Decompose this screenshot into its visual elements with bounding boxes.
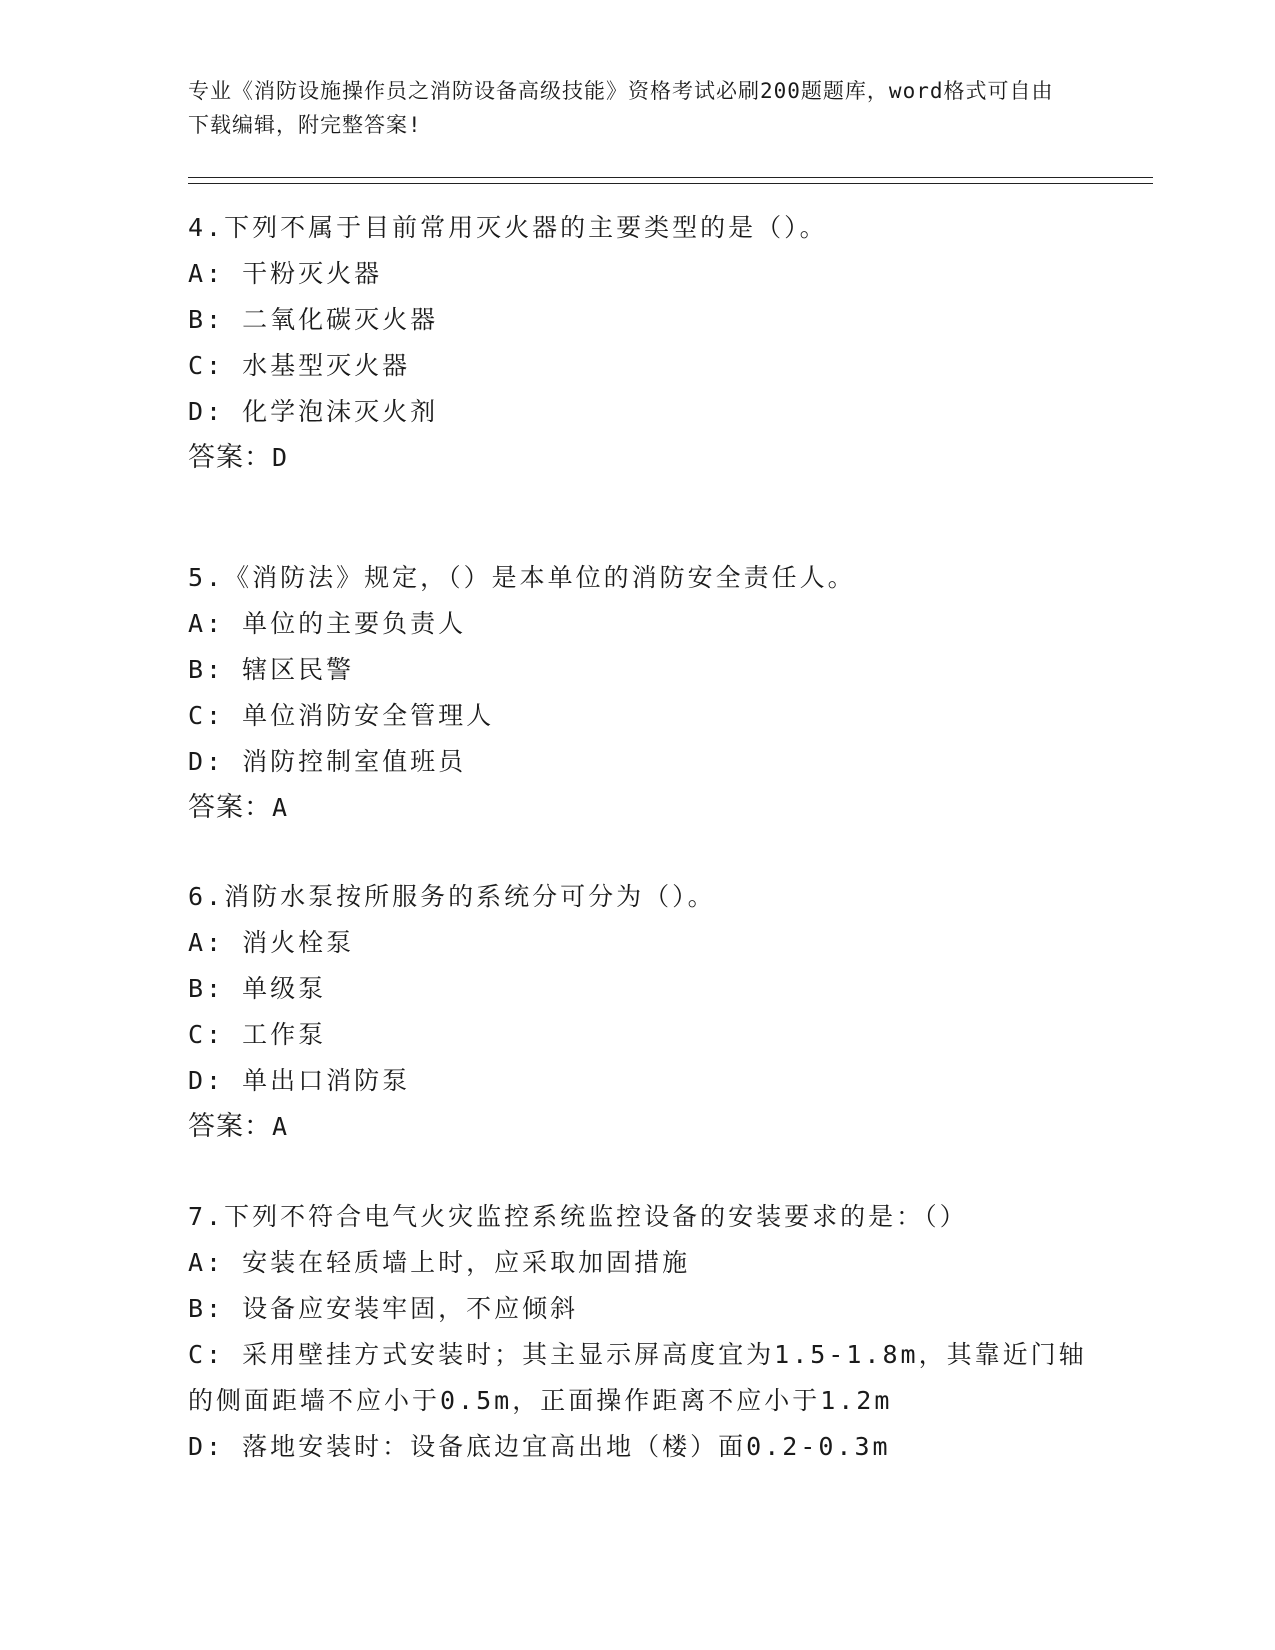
option-b: B: 单级泵 [188, 974, 327, 1003]
question-5 [188, 555, 1108, 831]
option-c: C: 水基型灭火器 [188, 351, 411, 380]
answer-label: 答案： [188, 1111, 272, 1142]
option-a: A: 干粉灭火器 [188, 259, 383, 288]
answer-label: 答案： [188, 442, 272, 473]
question-stem: 7.下列不符合电气火灾监控系统监控设备的安装要求的是：（） [188, 1202, 968, 1231]
option-c: C: 单位消防安全管理人 [188, 701, 495, 730]
header-divider-bottom [188, 183, 1153, 184]
option-b: B: 二氧化碳灭火器 [188, 305, 439, 334]
question-stem: 4.下列不属于目前常用灭火器的主要类型的是（）。 [188, 213, 828, 242]
answer-line [188, 1104, 1108, 1150]
answer-line [188, 785, 1108, 831]
option-b: B: 辖区民警 [188, 655, 355, 684]
option-d: D: 落地安装时：设备底边宜高出地（楼）面0.2-0.3m [188, 1432, 891, 1461]
option-d: D: 单出口消防泵 [188, 1066, 411, 1095]
option-b: B: 设备应安装牢固，不应倾斜 [188, 1294, 579, 1323]
option-a: A: 单位的主要负责人 [188, 609, 467, 638]
answer-value: A [272, 793, 289, 822]
question-stem: 5.《消防法》规定，（）是本单位的消防安全责任人。 [188, 563, 856, 592]
question-4 [188, 205, 1108, 481]
question-6 [188, 874, 1108, 1150]
header-divider-top [188, 177, 1153, 178]
option-d: D: 化学泡沫灭火剂 [188, 397, 439, 426]
question-stem: 6.消防水泵按所服务的系统分可分为（）。 [188, 882, 716, 911]
question-7 [188, 1194, 1108, 1470]
answer-label: 答案： [188, 792, 272, 823]
option-a: A: 消火栓泵 [188, 928, 355, 957]
option-a: A: 安装在轻质墙上时，应采取加固措施 [188, 1248, 691, 1277]
answer-value: A [272, 1112, 289, 1141]
answer-value: D [272, 443, 289, 472]
option-d: D: 消防控制室值班员 [188, 747, 467, 776]
option-c: C: 采用壁挂方式安装时；其主显示屏高度宜为1.5-1.8m，其靠近门轴的侧面距墙不应小于0.5m，正面操作距离不应小于1.2m [188, 1340, 1087, 1415]
option-c: C: 工作泵 [188, 1020, 327, 1049]
document-intro: 专业《消防设施操作员之消防设备高级技能》资格考试必刷200题题库，word格式可自由下载编辑，附完整答案! [188, 79, 1054, 137]
answer-line [188, 435, 1108, 481]
